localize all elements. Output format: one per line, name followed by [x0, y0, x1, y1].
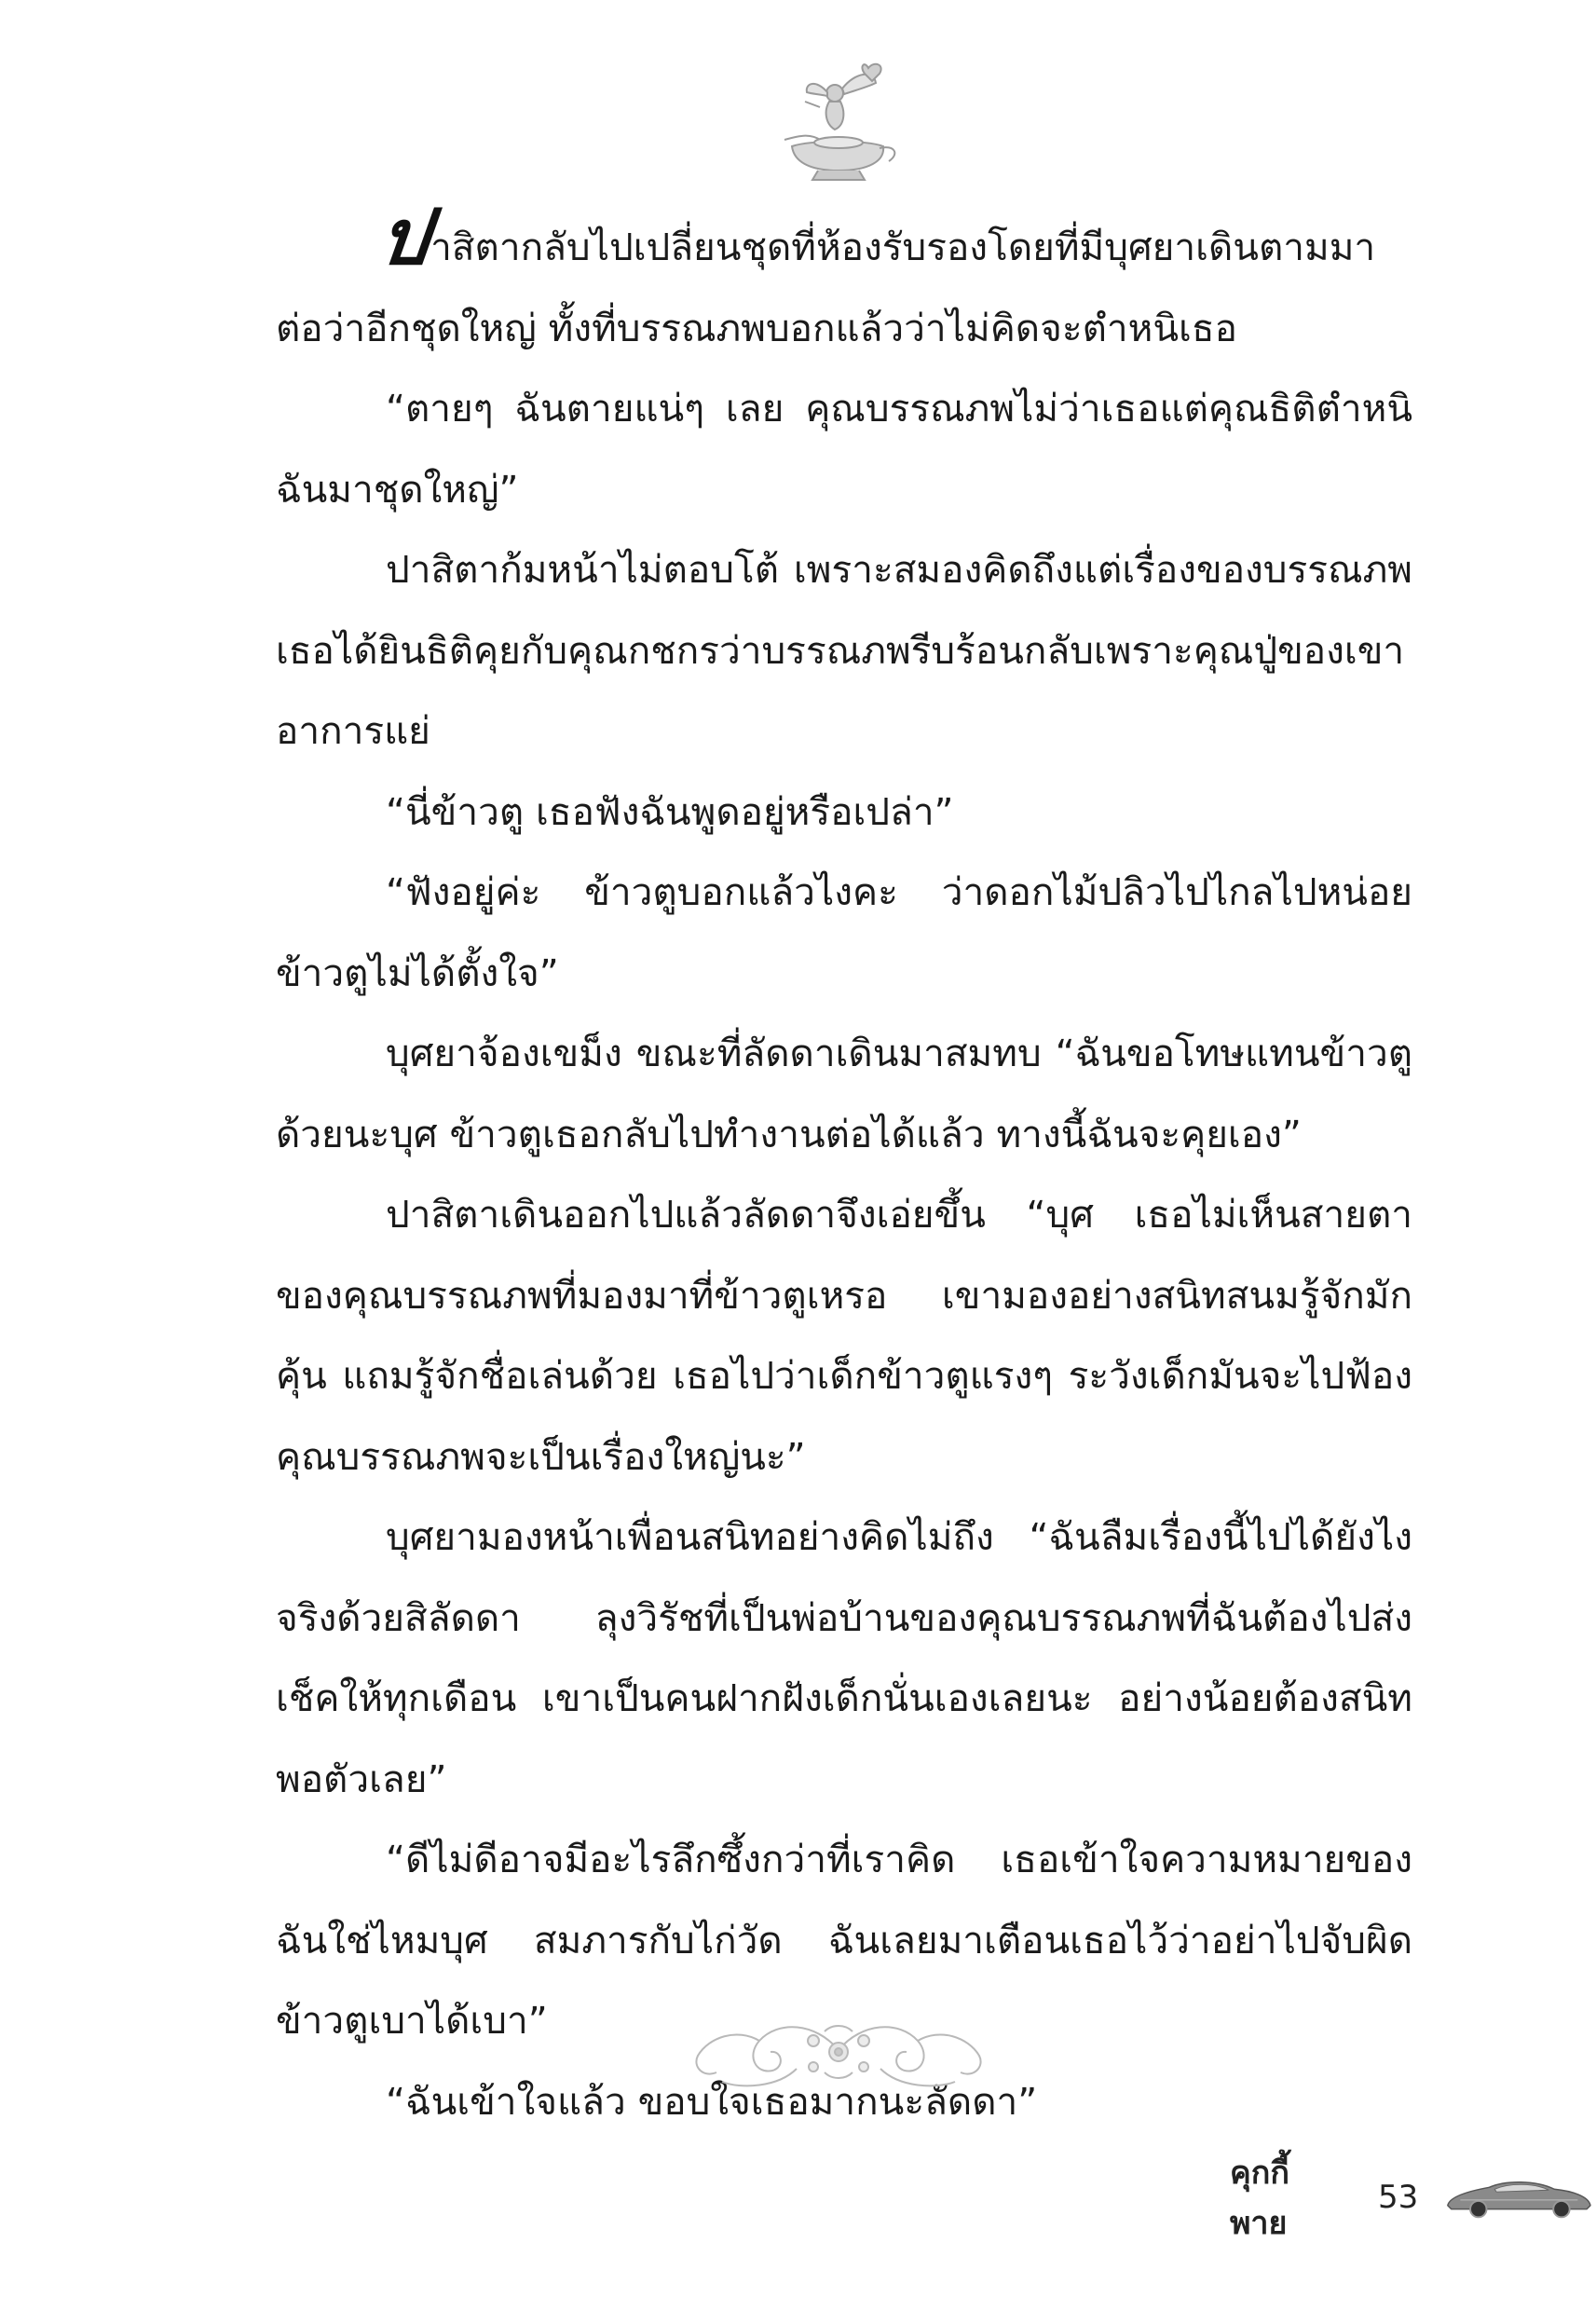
body-text — [276, 193, 1412, 2141]
paragraph-4: “นี่ข้าวตู เธอฟังฉันพูดอยู่หรือเปล่า” — [386, 788, 954, 834]
floral-scroll-divider-icon — [685, 2003, 992, 2097]
paragraph-9: “ดีไม่ดีอาจมีอะไรลึกซึ้งกว่าที่เราคิด เธอเข้าใจความหมายของฉันใช่ไหมบุศ สมภารกับไก่วัด ฉันเลยมาเตือนเธอไว้ว่าอย่าไปจับผิดข้าวตูเบาได้เบา” — [276, 1837, 1412, 2043]
paragraph-7: ปาสิตาเดินออกไปแล้วลัดดาจึงเอ่ยขึ้น “บุศ เธอไม่เห็นสายตาของคุณบรรณภพที่มองมาที่ข้าวตูเหรอ เขามองอย่างสนิทสนมรู้จักมักคุ้น แถมรู้จักชื่อเล่นด้วย เธอไปว่าเด็กข้าวตูแรงๆ ระวังเด็กมันจะไปฟ้องคุณบรรณภพจะเป็นเรื่องใหญ่นะ” — [276, 1192, 1412, 1479]
paragraph-text: าสิตากลับไปเปลี่ยนชุดที่ห้องรับรองโดยที่มีบุศยาเดินตามมาต่อว่าอีกชุดใหญ่ ทั้งที่บรรณภพบอกแล้วว่าไม่คิดจะตำหนิเธอ — [276, 225, 1376, 350]
cupid-teapot-icon — [764, 51, 904, 191]
paragraph-2: “ตายๆ ฉันตายแน่ๆ เลย คุณบรรณภพไม่ว่าเธอแต่คุณธิติตำหนิฉันมาชุดใหญ่” — [276, 386, 1412, 512]
page-number: 53 — [1377, 2179, 1419, 2216]
paragraph-3: ปาสิตาก้มหน้าไม่ตอบโต้ เพราะสมองคิดถึงแต่เรื่องของบรรณภพ เธอได้ยินธิติคุยกับคุณกชกรว่าบรรณภพรีบร้อนกลับเพราะคุณปู่ของเขาอาการแย่ — [276, 547, 1412, 753]
book-title: คุกกี้ พาย — [1230, 2154, 1289, 2242]
page-footer — [1230, 2154, 1596, 2242]
paragraph-5: “ฟังอยู่ค่ะ ข้าวตูบอกแล้วไงคะ ว่าดอกไม้ปลิวไปไกลไปหน่อย ข้าวตูไม่ได้ตั้งใจ” — [276, 869, 1412, 995]
paragraph-6: บุศยาจ้องเขม็ง ขณะที่ลัดดาเดินมาสมทบ “ฉันขอโทษแทนข้าวตูด้วยนะบุศ ข้าวตูเธอกลับไปทำงานต่อได้แล้ว ทางนี้ฉันจะคุยเอง” — [276, 1031, 1412, 1156]
paragraph-1 — [276, 193, 1412, 368]
paragraph-10: “ฉันเข้าใจแล้ว ขอบใจเธอมากนะลัดดา” — [386, 2078, 1038, 2124]
sports-car-icon — [1442, 2174, 1596, 2221]
paragraph-8: บุศยามองหน้าเพื่อนสนิทอย่างคิดไม่ถึง “ฉันลืมเรื่องนี้ไปได้ยังไงจริงด้วยสิลัดดา ลุงวิรัชที่เป็นพ่อบ้านของคุณบรรณภพที่ฉันต้องไปส่งเช็คให้ทุกเดือน เขาเป็นคนฝากฝังเด็กนั่นเองเลยนะ อย่างน้อยต้องสนิทพอตัวเลย” — [276, 1514, 1412, 1801]
drop-cap: ป — [375, 193, 434, 282]
